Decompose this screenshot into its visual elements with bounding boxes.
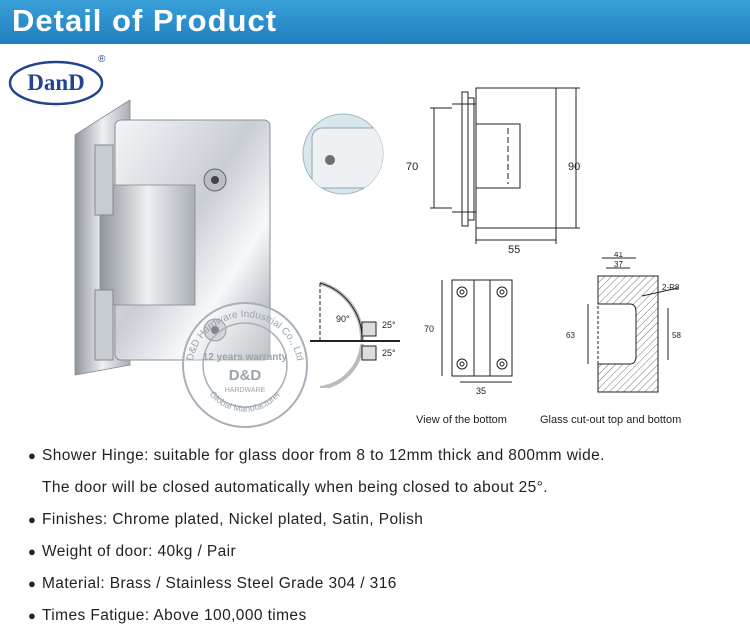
spec-text: Times Fatigue: Above 100,000 times [42,607,307,624]
page-title: Detail of Product [12,3,278,38]
bottom-view-caption: View of the bottom [416,414,507,426]
cutout-dim-top-inner: 37 [614,260,623,269]
bullet-icon: ● [28,544,37,559]
opening-angle-drawing [300,278,410,388]
front-dimension-drawing [400,78,600,256]
spec-item [28,568,728,600]
bullet-icon: ● [28,576,37,591]
stamp-ring-icon [180,300,310,430]
bottom-dim-height: 70 [424,324,435,334]
spec-text: The door will be closed automatically when being closed to about 25°. [42,479,548,496]
spec-item [28,600,728,632]
spec-text: Material: Brass / Stainless Steel Grade 304 / 316 [42,575,397,592]
bullet-icon: ● [28,448,37,463]
dim-height-inner: 70 [406,161,419,173]
spec-list [28,440,728,632]
bullet-icon: ● [28,512,37,527]
spec-text: Weight of door: 40kg / Pair [42,543,237,560]
stamp-warranty: 12 years warranty [202,352,288,363]
spec-item [28,504,728,536]
header-banner [0,0,750,44]
dim-width: 55 [508,244,521,256]
detail-inset [302,113,384,195]
cutout-dim-right: 58 [672,331,681,340]
angle-close-top: 25° [382,320,396,330]
spec-item [28,472,728,504]
bottom-view-drawing [420,272,520,402]
spec-item [28,536,728,568]
cutout-dim-left: 63 [566,331,575,340]
glass-cutout-drawing [558,252,698,402]
spec-text: Finishes: Chrome plated, Nickel plated, Satin, Polish [42,511,424,528]
spec-item [28,440,728,472]
stamp-tagline: Global Manufacturer [207,389,283,414]
angle-open: 90° [336,314,350,324]
cutout-dim-top-outer: 41 [614,252,623,259]
dim-height-outer: 90 [568,161,581,173]
cutout-caption: Glass cut-out top and bottom [540,414,682,426]
angle-close-bottom: 25° [382,348,396,358]
logo-text: DanD [27,70,85,95]
stamp-brand: D&D [228,367,262,384]
bottom-dim-width: 35 [476,386,487,396]
bullet-icon: ● [28,608,37,623]
watermark-stamp [180,300,310,430]
registered-mark: ® [98,54,106,65]
stamp-sub: HARDWARE [224,387,266,394]
spec-text: Shower Hinge: suitable for glass door from 8 to 12mm thick and 800mm wide. [42,447,605,464]
stamp-arc-text: D&D Hardware Industrial Co., Ltd [184,308,306,362]
cutout-dim-radius: 2-R8 [662,283,680,292]
